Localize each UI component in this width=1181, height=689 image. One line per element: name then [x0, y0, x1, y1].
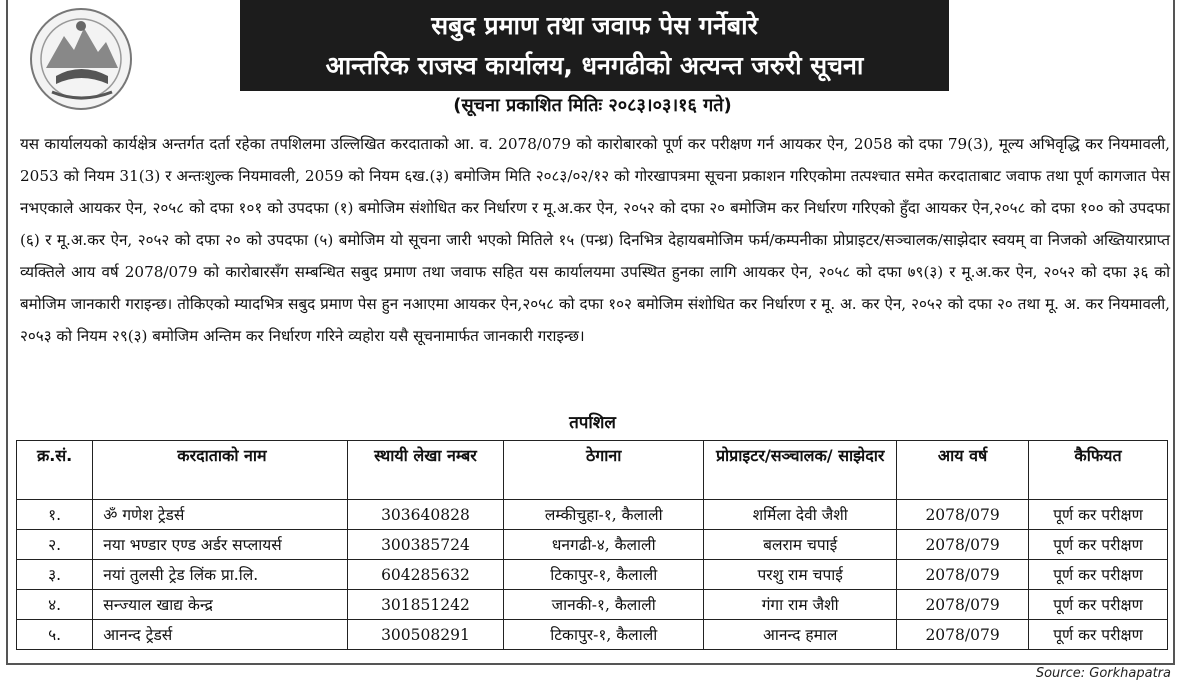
cell-year: 2078/079 [897, 620, 1029, 650]
table-row [17, 500, 1168, 530]
notice-title-line-1: सबुद प्रमाण तथा जवाफ पेस गर्नेबारे [431, 10, 758, 40]
cell-address: टिकापुर-१, कैलाली [504, 560, 704, 590]
cell-name: नया भण्डार एण्ड अर्डर सप्लायर्स [93, 530, 347, 560]
table-row [17, 560, 1168, 590]
header-remarks: कैफियत [1028, 441, 1167, 500]
cell-sn: ३. [17, 560, 93, 590]
cell-proprietor: बलराम चपाई [704, 530, 897, 560]
cell-pan: 300508291 [347, 620, 504, 650]
table-row [17, 530, 1168, 560]
cell-proprietor: आनन्द हमाल [704, 620, 897, 650]
table-header-row [17, 441, 1168, 500]
cell-pan: 604285632 [347, 560, 504, 590]
publication-date: (सूचना प्रकाशित मितिः २०८३।०३।१६ गते) [453, 95, 732, 116]
header-address: ठेगाना [504, 441, 704, 500]
notice-body-paragraph: यस कार्यालयको कार्यक्षेत्र अन्तर्गत दर्ता रहेका तपशिलमा उल्लिखित करदाताको आ. व. 2078/079 को कारोबारको पूर्ण कर परीक्षण गर्न आयकर ऐन, 2058 को दफा 79(3), मूल्य अभिवृद्धि कर नियमावली, 2053 को नियम 31(3) र अन्तःशुल्क नियमावली, 2059 को नियम ६ख.(३) बमोजिम मिति २०८३/०२/१२ को गोरखापत्रमा सूचना प्रकाशन गरिएकोमा तत्पश्चात समेत करदाताबाट जवाफ तथा पूर्ण कागजात पेस नभएकाले आयकर ऐन, २०५८ को दफा १०१ को उपदफा (१) बमोजिम संशोधित कर निर्धारण र मू.अ.कर ऐन, २०५२ को दफा २० बमोजिम कर निर्धारण गरिएको हुँदा आयकर ऐन,२०५८ को दफा १०० को उपदफा (६) र मू.अ.कर ऐन, २०५२ को दफा २० को उपदफा (५) बमोजिम यो सूचना जारी भएको मितिले १५ (पन्ध्र) दिनभित्र देहायबमोजिम फर्म/कम्पनीका प्रोप्राइटर/सञ्चालक/साझेदार स्वयम् वा निजको अख्तियारप्राप्त व्यक्तिले आय वर्ष 2078/079 को कारोबारसँग सम्बन्धित सबुद प्रमाण तथा जवाफ सहित यस कार्यालयमा उपस्थित हुनका लागि आयकर ऐन, २०५८ को दफा ७९(३) र मू.अ.कर ऐन, २०५२ को दफा ३६ को बमोजिम जानकारी गराइन्छ। तोकिएको म्यादभित्र सबुद प्रमाण पेस हुन नआएमा आयकर ऐन,२०५८ को दफा १०२ बमोजिम संशोधित कर निर्धारण र मू. अ. कर ऐन, २०५२ को दफा २० तथा मू. अ. कर नियमावली, २०५३ को नियम २९(३) बमोजिम अन्तिम कर निर्धारण गरिने व्यहोरा यसै सूचनामार्फत जानकारी गराइन्छ। [20, 135, 1170, 345]
table-row [17, 590, 1168, 620]
cell-address: लम्कीचुहा-१, कैलाली [504, 500, 704, 530]
header-proprietor: प्रोप्राइटर/सञ्चालक/ साझेदार [704, 441, 897, 500]
header-year: आय वर्ष [897, 441, 1029, 500]
cell-proprietor: शर्मिला देवी जैशी [704, 500, 897, 530]
source-credit: Source: Gorkhapatra [1035, 666, 1171, 681]
notice-page [6, 0, 1175, 665]
cell-sn: २. [17, 530, 93, 560]
header-name: करदाताको नाम [93, 441, 347, 500]
cell-year: 2078/079 [897, 500, 1029, 530]
cell-proprietor: परशु राम चपाई [704, 560, 897, 590]
cell-pan: 300385724 [347, 530, 504, 560]
taxpayer-table [16, 440, 1168, 650]
cell-pan: 301851242 [347, 590, 504, 620]
cell-year: 2078/079 [897, 530, 1029, 560]
cell-sn: ५. [17, 620, 93, 650]
cell-remarks: पूर्ण कर परीक्षण [1028, 590, 1167, 620]
cell-sn: ४. [17, 590, 93, 620]
cell-sn: १. [17, 500, 93, 530]
cell-name: सन्ज्याल खाद्य केन्द्र [93, 590, 347, 620]
notice-title-banner [240, 0, 949, 91]
header-sn: क्र.सं. [17, 441, 93, 500]
cell-pan: 303640828 [347, 500, 504, 530]
notice-title-line-2: आन्तरिक राजस्व कार्यालय, धनगढीको अत्यन्त जरुरी सूचना [325, 50, 864, 80]
cell-address: धनगढी-४, कैलाली [504, 530, 704, 560]
header-pan: स्थायी लेखा नम्बर [347, 441, 504, 500]
cell-name: ॐ गणेश ट्रेडर्स [93, 500, 347, 530]
cell-address: टिकापुर-१, कैलाली [504, 620, 704, 650]
cell-year: 2078/079 [897, 590, 1029, 620]
cell-year: 2078/079 [897, 560, 1029, 590]
cell-address: जानकी-१, कैलाली [504, 590, 704, 620]
cell-remarks: पूर्ण कर परीक्षण [1028, 530, 1167, 560]
cell-remarks: पूर्ण कर परीक्षण [1028, 620, 1167, 650]
cell-proprietor: गंगा राम जैशी [704, 590, 897, 620]
cell-remarks: पूर्ण कर परीक्षण [1028, 560, 1167, 590]
table-caption: तपशिल [569, 413, 616, 433]
cell-remarks: पूर्ण कर परीक्षण [1028, 500, 1167, 530]
cell-name: आनन्द ट्रेडर्स [93, 620, 347, 650]
table-row [17, 620, 1168, 650]
cell-name: नयां तुलसी ट्रेड लिंक प्रा.लि. [93, 560, 347, 590]
